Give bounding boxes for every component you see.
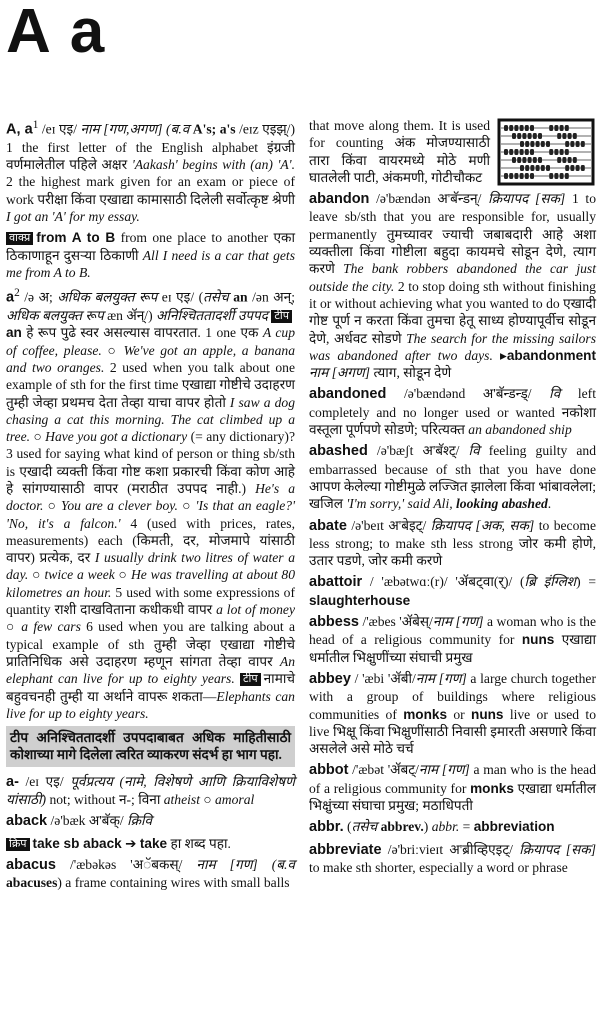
entry-abate [309, 517, 596, 570]
entry-text: left completely and no longer used or wanted नकोशा वस्तूला पूर्णपणे सोडणे; परित्यक्त [309, 386, 596, 438]
entry-text: (= any dictionary)? 3 used for saying what kind of person or thing sb/sth is एखादी व्यक्ती किंवा गोष्ट कशा प्रकारची किंवा कोण आहे हे सांगण्यासाठी वापर (मराठीत उपपद नाही.) [6, 429, 295, 496]
entry-text: take sb aback [32, 835, 122, 851]
entry-text: 1 to leave sb/sth that you are responsible for, usually permanently तुमच्यावर ज्याची जबाबदारी आहे अशा व्यक्तीला किंवा गोष्टीला बहुदा कायमचे सोडून देणे, त्याग करणे [309, 191, 596, 277]
headword: aback [6, 813, 48, 830]
entry-aback [6, 812, 295, 830]
entry-text: nuns [471, 706, 504, 722]
headword: A, a [6, 121, 33, 138]
entry-text: a large church together with a group of buildings where religious communities of [309, 670, 596, 722]
entry-text: /eɪ एइ/ [18, 773, 71, 789]
entry-text: ➔ [121, 835, 140, 851]
entry-text: ) [423, 819, 432, 835]
entry-text: नाम [गण] (ब.व [196, 856, 295, 872]
entry-text: abandonment [506, 347, 596, 363]
entry-text: एखाद्या धर्मातील भिक्षुंच्या संघाचा प्रमुख; मठाधिपती [309, 780, 596, 813]
entry-text: A's; a's [192, 121, 236, 137]
entry-text: An elephant can live for up to eighty years. [6, 653, 295, 687]
entry-text: = [459, 819, 474, 835]
entry-text: that move along them. It is used for counting अंक मोजण्यासाठी तारा किंवा वायरमध्ये मोठे मणी घातलेली पाटी, अंकमणी, गोटीचौकट [309, 118, 490, 185]
entry-text: live or used to live भिक्षू किंवा भिक्षुणींसाठी निवासी इमारती असणारे किंवा असलेले असे मोठे चर्च [309, 706, 596, 757]
entry-text: I usually drink two litres of water a day. ○ twice a week ○ He was travelling at about 80 kilometres an hour. [6, 550, 295, 600]
entry-text: /'æbəkəs 'अॅबकस्/ [55, 856, 197, 872]
entry-text: अनिश्चिततादर्शी उपपद [156, 308, 268, 324]
entry-text: . [547, 496, 552, 512]
abacus-illustration [496, 117, 596, 187]
entry-text: /ə'beɪt अ'बेइट्/ [346, 517, 431, 533]
entry-text: ) a frame containing wires with small balls [57, 875, 290, 891]
entry-abacus [6, 856, 295, 892]
label-badge: टीप [240, 673, 261, 686]
entry-text: अधिक बलयुक्त रूप [6, 308, 104, 324]
entry-text: a woman who is the head of a religious community for [309, 614, 596, 648]
entry-abbreviate [309, 841, 596, 877]
entry-text: /eɪ एइ/ [38, 121, 81, 137]
entry-text: slaughterhouse [309, 592, 411, 608]
entry-text: 2 to stop doing sth without finishing it or without achieving what you wanted to do एखादी गोष्ट पूर्ण न करता किंवा तुमचा हेतू साध्य होण्यापूर्वीच सोडून देणे, अर्धवट सोडणे [309, 278, 596, 346]
entry-text: /eɪz एइझ्/) 1 the first letter of the English alphabet इंग्रजी वर्णमालेतील पहिले अक्षर [6, 121, 295, 173]
entry-text: /ə'bæʃt अ'बॅश्ट्/ [367, 443, 469, 459]
entry-text: abbreviation [473, 819, 555, 835]
entry-text: ▸ [492, 347, 507, 363]
entry-abacus-cont [309, 117, 596, 186]
entry-text: He's a doctor. ○ You are a clever boy. ○ 'Is that an eagle?' 'No, it's a falcon.' [6, 481, 295, 531]
headword: abattoir [309, 574, 363, 591]
entry-text: क्रियापद [सक] [488, 191, 566, 207]
entry-text: 5 used with some expressions of quantity राशी दाखविताना कधीकधी वापर [6, 584, 295, 618]
entry-text: I saw a dog chasing a cat this morning. The cat climbed up a tree. ○ Have you got a dictionary [6, 394, 295, 445]
entry-abandon [309, 190, 596, 381]
entry-text: 2 the highest mark given for an exam or piece of work परीक्षा किंवा एखाद्या कामासाठी दिलेली सर्वोत्कृष्ट श्रेणी [6, 174, 295, 207]
entry-text: अधिक बलयुक्त रूप [57, 289, 158, 305]
entry-text: /ə'bæk अ'बॅक्/ [47, 813, 128, 829]
entry-text: ) = [576, 574, 596, 590]
entry-text: नाम [अगण] [309, 365, 371, 381]
entry-abbey [309, 670, 596, 757]
entry-text: Elephants can live for up to eighty years. [6, 688, 295, 721]
entry-text: क्रियापद [अक, सक] [430, 517, 535, 533]
right-column [309, 117, 596, 880]
entry-text: abacuses [6, 875, 58, 891]
headword: abbot [309, 762, 349, 779]
entry-text: वि [549, 386, 561, 402]
entry-text: 1 [32, 119, 39, 131]
entry-note: टीप अनिश्चिततादर्शी उपपदाबाबत अधिक माहितीसाठी कोशाच्या मागे दिलेला त्वरित व्याकरण संदर्भ हा भाग पहा. [6, 726, 295, 767]
headword: abandon [309, 191, 370, 208]
entry-text: क्रिवि [127, 813, 153, 829]
entry-text: /'æbes 'ॲबेस्/ [358, 614, 433, 630]
entry-text: All I need is a car that gets me from A to B. [6, 247, 295, 280]
entry-text: 4 (used with prices, rates, measurements) each (किमती, दर, मोजमापे यांसाठी वापर) प्रत्येक, दर [6, 515, 295, 566]
entry-text: त्याग, सोडून देणे [370, 365, 452, 381]
headword: a [6, 289, 15, 306]
entry-abashed [309, 442, 596, 512]
entry-a2 [6, 285, 295, 722]
entry-text: /ə अ; [19, 289, 58, 305]
entry-text: I got an 'A' for my essay. [6, 209, 140, 225]
entry-abattoir [309, 573, 596, 609]
entry-text: eɪ एइ/ ( [157, 289, 204, 305]
headword: abacus [6, 856, 56, 873]
label-badge: क्रिप [6, 838, 30, 851]
headword: abashed [309, 443, 368, 460]
entry-text: an [6, 325, 22, 341]
entry-text: एखाद्या धर्मातील भिक्षुणींच्या संघाची प्रमुख [309, 632, 596, 665]
label-badge: टीप [271, 310, 292, 323]
entry-text: take [139, 835, 168, 851]
entry-text: abbr. [431, 819, 460, 835]
entry-text: /ə'briːvieɪt अ'ब्रीव्हिएइट्/ [381, 841, 520, 857]
entry-text: हा शब्द पहा. [167, 835, 231, 851]
entry-text: 'I'm sorry,' said Ali, [346, 496, 453, 512]
headword: a- [6, 773, 19, 790]
entry-text: monks [470, 780, 514, 796]
entry-text: A cup of coffee, please. ○ We've got an apple, a banana and two oranges. [6, 325, 295, 375]
entry-text: The bank robbers abandoned the car just outside the city. [309, 261, 596, 294]
entry-text: /ə'bændənd अ'बॅन्डन्ड्/ [386, 386, 550, 402]
entry-text: from A to B [36, 230, 116, 246]
page-heading: A a [6, 0, 107, 66]
entry-abandoned [309, 385, 596, 438]
entry-text: तसेच [203, 289, 229, 305]
entry-text: to make sth shorter, especially a word or phrase [309, 859, 568, 875]
entry-aback-idiom [6, 835, 295, 852]
entry-text: feeling guilty and embarrassed because of sth that you have done आपण केलेल्या गोष्टीमुळे लज्जित झालेला किंवा भांबावलेला; खजिल [309, 443, 596, 512]
entry-text: क्रियापद [सक] [519, 841, 596, 857]
entry-text: monks [403, 706, 448, 722]
entry-text: नाम [गण] [415, 670, 467, 686]
entry-text: 'Aakash' begins with (an) 'A'. [131, 157, 295, 173]
entry-text: नाम [गण] [418, 762, 470, 778]
entry-text: nuns [521, 632, 555, 648]
headword: abbey [309, 670, 351, 687]
entry-text: हे रूप पुढे स्वर असल्यास वापरतात. 1 one एक [21, 325, 263, 341]
entry-text: तसेच [351, 819, 378, 835]
entry-text: abbrev. [377, 819, 424, 835]
entry-text: नाम [गण,अगण] (ब.व [80, 121, 193, 137]
entry-text: not; without न-; विना [46, 792, 164, 808]
entry-text: वि [468, 443, 480, 459]
entry-text: पूर्वप्रत्यय (नामे, विशेषणे आणि क्रियाविशेषणे यांसाठी) [6, 773, 295, 808]
entry-text: नामाचे बहुवचनही तुम्ही या अर्थाने वापरू शकता— [6, 671, 295, 704]
entry-text: 2 used when you talk about one example of sth for the first time एखाद्या गोष्टीचे उदाहरण तुम्ही जेव्हा प्रथमच देता तेव्हा याचा वापर होतो [6, 359, 295, 410]
left-column [6, 117, 295, 896]
entry-text: /ən अन्; [247, 289, 295, 305]
headword: abbreviate [309, 841, 382, 858]
entry-text: looking abashed [452, 496, 548, 512]
entry-abbot [309, 761, 596, 814]
entry-text: ब्रि इंग्लिश [524, 574, 577, 590]
entry-text: a man who is the head of a religious community for [309, 762, 597, 796]
entry-text: / 'æbətwɑː(r)/ 'ॲबट्वा(र्)/ ( [362, 574, 525, 590]
headword: abandoned [309, 386, 387, 403]
entry-text: The search for the missing sailors was abandoned after two days. [309, 330, 597, 363]
entry-text: an abandoned ship [468, 422, 572, 438]
entry-abbess [309, 613, 596, 666]
entry-text: 6 used when you are talking about a typical example of sth तुम्ही जेव्हा एखाद्या गोष्टीचे प्रातिनिधिक असे उदाहरण म्हणून सांगता तेव्हा वापर [6, 619, 295, 669]
entry-a-prefix [6, 773, 295, 809]
entry-text: /'æbət 'ॲबट्/ [348, 762, 419, 778]
entry-text: 2 [14, 287, 20, 300]
entry-text: æn ॲन्/) [103, 308, 157, 324]
entry-a1-idiom [6, 229, 295, 281]
entry-text: a lot of money ○ a few cars [6, 602, 295, 635]
entry-text: ( [343, 819, 352, 835]
entry-text: atheist ○ amoral [163, 792, 255, 808]
entry-text: or [447, 706, 472, 722]
entry-text: to become less strong; to make sth less strong जोर कमी होणे, उतार पडणे, जोर कमी करणे [309, 517, 596, 569]
headword: abbr. [309, 819, 344, 836]
entry-text: from one place to another एका ठिकाणाहून दुसऱ्या ठिकाणी [6, 230, 295, 263]
entry-a1 [6, 117, 295, 225]
entry-text: /ə'bændən अ'बॅन्डन्/ [369, 191, 489, 207]
label-badge: वाक्प्र [6, 232, 33, 245]
entry-abbr [309, 818, 596, 836]
entry-text: an [228, 289, 248, 305]
headword: abate [309, 517, 347, 534]
headword: abbess [309, 614, 359, 631]
entry-text: / 'æbi 'ॲबी/ [350, 670, 416, 686]
entry-text: नाम [गण] [432, 614, 484, 630]
